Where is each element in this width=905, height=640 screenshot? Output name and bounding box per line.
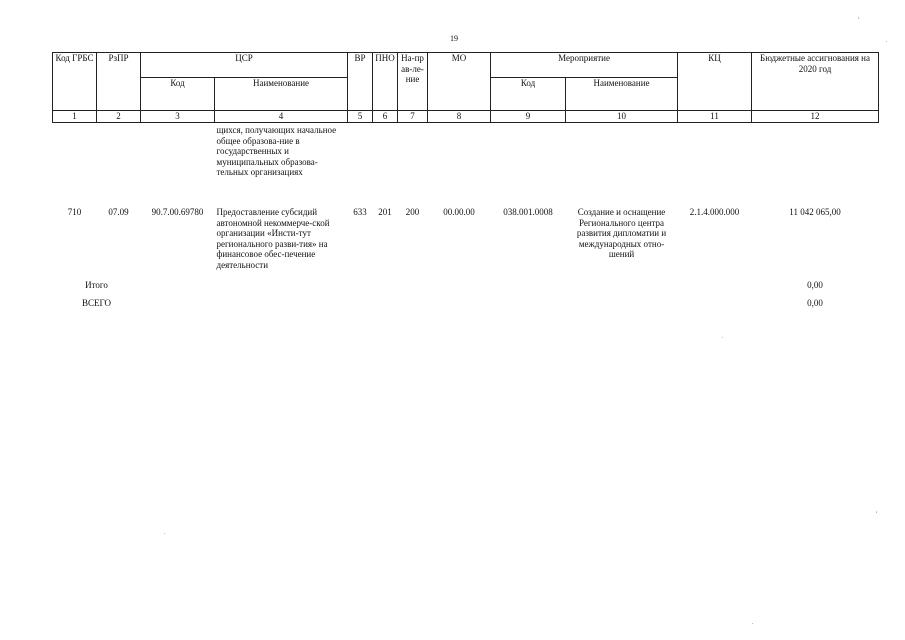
cell-mer-name: Создание и оснащение Регионального центра развития дипломатии и международных отно-шений — [576, 207, 667, 259]
header-mo: МО — [428, 53, 491, 111]
header-csr: ЦСР — [141, 53, 348, 78]
cell-csr-kod: 90.7.00.69780 — [151, 207, 204, 217]
total-row-vsego — [53, 298, 879, 316]
column-number: 7 — [398, 111, 428, 123]
total-label: ВСЕГО — [82, 298, 111, 308]
column-number: 12 — [752, 111, 879, 123]
header-csr-kod: Код — [141, 78, 215, 111]
cell-rzpr: 07.09 — [108, 207, 129, 217]
header-meropriyatie: Мероприятие — [491, 53, 678, 78]
table-header — [53, 53, 879, 123]
header-pno: ПНО — [373, 53, 398, 111]
column-number-row — [53, 111, 879, 123]
column-number: 9 — [491, 111, 566, 123]
table-row — [53, 207, 879, 280]
column-number: 8 — [428, 111, 491, 123]
header-csr-name: Наименование — [215, 78, 348, 111]
column-number: 1 — [53, 111, 97, 123]
header-napravlenie: На-прав-ле-ние — [398, 53, 428, 111]
scan-speck: , — [876, 508, 878, 514]
header-mer-name: Наименование — [566, 78, 678, 111]
cell-kc: 2.1.4.000.000 — [689, 207, 740, 217]
scan-speck: . — [752, 620, 754, 626]
total-value: 0,00 — [807, 280, 823, 290]
cell-mer-kod: 038.001.0008 — [503, 207, 553, 217]
column-number: 3 — [141, 111, 215, 123]
scan-speck: , — [858, 14, 860, 20]
total-label: Итого — [85, 280, 108, 290]
scan-speck: . — [886, 38, 888, 44]
column-number: 6 — [373, 111, 398, 123]
cell-napravlenie: 200 — [405, 207, 420, 217]
column-number: 2 — [97, 111, 141, 123]
scan-speck: . — [722, 334, 724, 340]
cell-csr-name: Предоставление субсидий автономной некоммерче-ской организации «Инсти-тут регионального разви-тия» на финансовое обес-печение деятельности — [216, 207, 330, 270]
header-kc: КЦ — [678, 53, 752, 111]
total-row-itogo — [53, 280, 879, 298]
continuation-csr-name: щихся, получающих начальное общее образова-ние в государственных и муниципальных образова-тельных организациях — [216, 125, 337, 177]
cell-grbs: 710 — [67, 207, 82, 217]
column-number: 4 — [215, 111, 348, 123]
header-kod-grbs: Код ГРБС — [53, 53, 97, 111]
column-number: 10 — [566, 111, 678, 123]
header-rzpr: РзПР — [97, 53, 141, 111]
page-number: 19 — [450, 34, 458, 43]
continuation-row — [53, 123, 879, 208]
total-value: 0,00 — [807, 298, 823, 308]
header-mer-kod: Код — [491, 78, 566, 111]
header-budget: Бюджетные ассигнования на 2020 год — [752, 53, 879, 111]
budget-allocation-table — [52, 52, 879, 316]
cell-amount: 11 042 065,00 — [789, 207, 841, 217]
column-number: 5 — [348, 111, 373, 123]
scan-speck: . — [164, 530, 166, 536]
header-vr: ВР — [348, 53, 373, 111]
column-number: 11 — [678, 111, 752, 123]
cell-pno: 201 — [378, 207, 392, 217]
cell-mo: 00.00.00 — [443, 207, 475, 217]
cell-vr: 633 — [353, 207, 367, 217]
